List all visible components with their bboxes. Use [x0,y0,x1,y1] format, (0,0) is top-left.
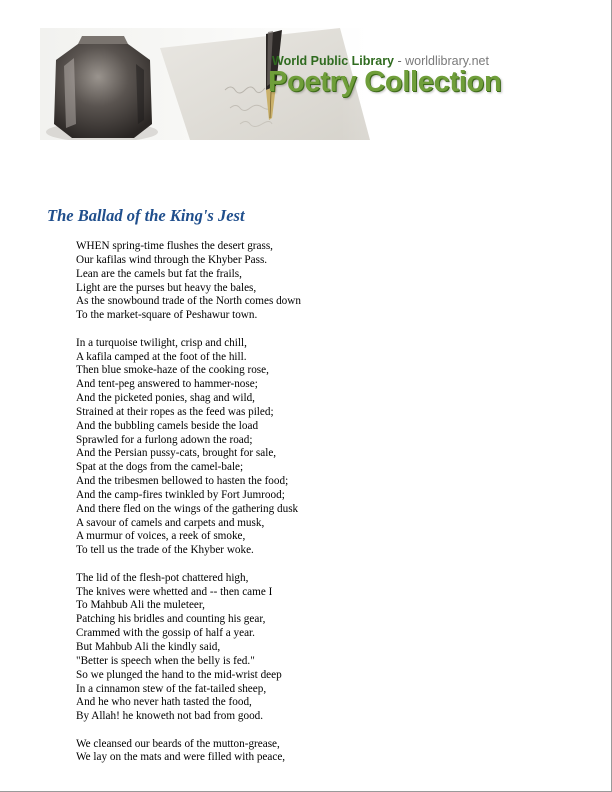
poem-line: To tell us the trade of the Khyber woke. [76,544,254,557]
poem-line: A murmur of voices, a reek of smoke, [76,530,246,543]
site-domain: worldlibrary.net [405,54,489,68]
header-banner [40,28,572,140]
poem-line: To Mahbub Ali the muleteer, [76,599,205,612]
stanza [76,572,576,724]
poem-line: In a cinnamon stew of the fat-tailed sheep, [76,682,267,695]
poem-line: To the market-square of Peshawur town. [76,309,258,322]
poem-line: A savour of camels and carpets and musk, [76,516,265,529]
stanza [76,240,576,323]
poem-line: So we plunged the hand to the mid-wrist deep [76,668,282,681]
poem-line: Strained at their ropes as the feed was piled; [76,405,274,418]
poem-line: Patching his bridles and counting his gear, [76,613,266,626]
poem-line: And there fled on the wings of the gathering dusk [76,502,299,515]
poem-line: We lay on the mats and were filled with peace, [76,751,286,764]
stanza [76,738,576,766]
poem-line: Our kafilas wind through the Khyber Pass. [76,253,268,266]
site-name: World Public Library [272,54,395,68]
poem-line: Light are the purses but heavy the bales, [76,281,257,294]
poem-line: And the Persian pussy-cats, brought for sale, [76,447,277,460]
poem-line: The knives were whetted and -- then came I [76,585,273,598]
poem-line: In a turquoise twilight, crisp and chill, [76,336,247,349]
poem-line: "Better is speech when the belly is fed." [76,654,255,667]
poem-line: WHEN spring-time flushes the desert grass, [76,240,273,252]
poem-line: The lid of the flesh-pot chattered high, [76,571,249,584]
poem-line: By Allah! he knoweth not bad from good. [76,710,264,723]
poem-line: We cleansed our beards of the mutton-grease, [76,737,280,750]
poem-line: Spat at the dogs from the camel-bale; [76,461,244,474]
poem-line: Sprawled for a furlong adown the road; [76,433,253,446]
poem-line: And the camp-fires twinkled by Fort Jumrood; [76,488,285,501]
poem-line: Lean are the camels but fat the frails, [76,267,242,280]
poem-title: The Ballad of the King's Jest [47,206,245,225]
poem-line: And he who never hath tasted the food, [76,696,252,709]
poem-line: And the tribesmen bellowed to hasten the food; [76,475,289,488]
poem-line: And the bubbling camels beside the load [76,419,259,432]
stanza [76,337,576,559]
site-separator: - [394,54,406,68]
collection-title: Poetry Collection [268,66,502,98]
poem-line: But Mahbub Ali the kindly said, [76,640,221,653]
poem-line: Crammed with the gossip of half a year. [76,627,255,640]
poem-line: And tent-peg answered to hammer-nose; [76,378,258,391]
poem-body [76,240,576,779]
poem-line: A kafila camped at the foot of the hill. [76,350,247,363]
poem-line: As the snowbound trade of the North comes down [76,295,301,308]
poem-line: And the picketed ponies, shag and wild, [76,392,255,405]
poem-line: Then blue smoke-haze of the cooking rose, [76,364,269,377]
